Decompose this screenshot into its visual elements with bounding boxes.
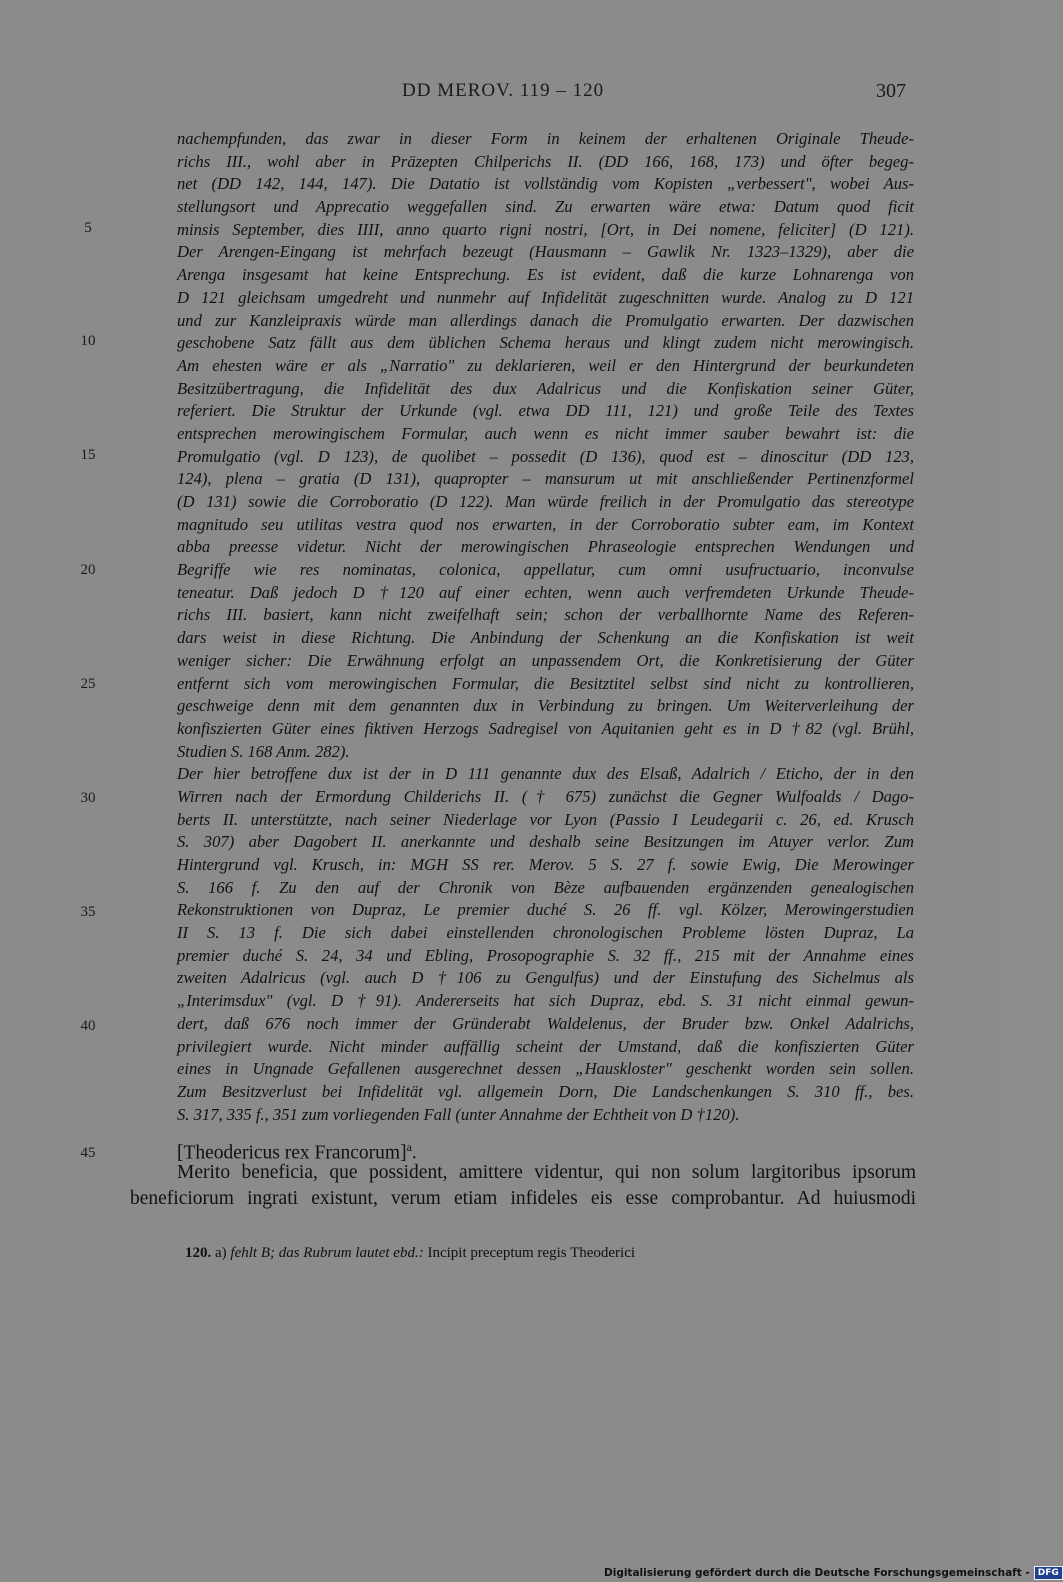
commentary-line: Begriffe wie res nominatas, colonica, appellatur, cum omni usufructuario, inconvulse bbox=[177, 560, 914, 580]
commentary-line: magnitudo seu utilitas vestra quod nos erwarten, in der Corroboratio subter eam, im Kontext bbox=[177, 514, 914, 534]
commentary-line: Der hier betroffene dux ist der in D 111 genannte dux des Elsaß, Adalrich / Eticho, der in den bbox=[177, 764, 914, 784]
charter-line: Merito beneficia, que possident, amittere videntur, qui non solum largitoribus ipsorum bbox=[177, 1162, 916, 1183]
commentary-line: Studien S. 168 Anm. 282). bbox=[177, 741, 350, 761]
commentary-line: S. 317, 335 f., 351 zum vorliegenden Fall (unter Annahme der Echtheit von D †120). bbox=[177, 1104, 740, 1124]
line-number: 20 bbox=[80, 562, 96, 578]
page-number: 307 bbox=[876, 80, 906, 102]
commentary-line: geschobene Satz fällt aus dem üblichen Schema heraus und klingt zudem nicht merowingisch. bbox=[177, 333, 914, 353]
commentary-line: und zur Kanzleipraxis würde man allerdings danach die Promulgatio erwarten. Der dazwischen bbox=[177, 310, 914, 330]
footnote-marker[interactable]: a bbox=[406, 1140, 412, 1154]
commentary-line: S. 307) aber Dagobert II. anerkannte und deshalb seine Besitzungen im Atuyer verlor. Zum bbox=[177, 832, 914, 852]
commentary-line: Rekonstruktionen von Dupraz, Le premier duché S. 26 ff. vgl. Kölzer, Merowingerstudien bbox=[177, 900, 914, 920]
charter-title-end: . bbox=[411, 1142, 417, 1164]
commentary-line: dars weist in diese Richtung. Die Anbindung der Schenkung an die Konfiskation ist weit bbox=[177, 628, 914, 648]
commentary-line: Am ehesten wäre er als „Narratio" zu deklarieren, weil er den Hintergrund der beurkundeten bbox=[177, 355, 914, 375]
line-number: 10 bbox=[80, 333, 96, 349]
commentary-line: Wirren nach der Ermordung Childerichs II. († 675) zunächst die Gegner Wulfoalds / Dago- bbox=[177, 786, 914, 806]
commentary-line: 124), plena – gratia (D 131), quapropter – mansurum ut mit anschließender Pertinenzformel bbox=[177, 469, 914, 489]
charter-line: beneficiorum ingrati existunt, verum etiam infideles eis esse comprobantur. Ad huiusmodi bbox=[130, 1188, 916, 1209]
commentary-line: dert, daß 676 noch immer der Gründerabt Waldelenus, der Bruder bzw. Onkel Adalrichs, bbox=[177, 1013, 914, 1033]
line-number: 40 bbox=[80, 1018, 96, 1034]
charter-title-text: [Theodericus rex Francorum] bbox=[177, 1142, 407, 1164]
footnote-label: a) bbox=[215, 1245, 227, 1261]
commentary-line: „Interimsdux" (vgl. D †91). Andererseits hat sich Dupraz, ebd. S. 31 nicht einmal gewun- bbox=[177, 991, 914, 1011]
footnote-italic-text: fehlt B; das Rubrum lautet ebd.: bbox=[230, 1245, 424, 1261]
commentary-line: Besitzübertragung, die Infidelität des dux Adalricus und die Konfiskation seiner Güter, bbox=[177, 378, 914, 398]
commentary-line: zweiten Adalricus (vgl. auch D †106 zu Gengulfus) und der Einstufung des Sichelmus als bbox=[177, 968, 914, 988]
footnote bbox=[185, 1245, 635, 1262]
commentary-line: S. 166 f. Zu den auf der Chronik von Bèze aufbauenden ergänzenden genealogischen bbox=[177, 877, 914, 897]
commentary-line: Promulgatio (vgl. D 123), de quolibet – possedit (D 136), quod est – dinoscitur (DD 123, bbox=[177, 446, 914, 466]
commentary-line: konfiszierten Güter eines fiktiven Herzogs Sadregisel von Aquitanien geht es in D †82 (vgl. Brühl, bbox=[177, 718, 914, 738]
commentary-line: geschweige denn mit dem genannten dux in Verbindung zu bringen. Um Weiterverleihung der bbox=[177, 696, 914, 716]
commentary-line: D 121 gleichsam umgedreht und nunmehr auf Infidelität zugeschnitten wurde. Analog zu D 121 bbox=[177, 287, 914, 307]
commentary-line: entsprechen merowingischem Formular, auch wenn es nicht immer sauber bewahrt ist: die bbox=[177, 423, 914, 443]
commentary-line: II S. 13 f. Die sich dabei einstellenden chronologischen Probleme lösten Dupraz, La bbox=[177, 923, 914, 943]
commentary-line: weniger sicher: Die Erwähnung erfolgt an unpassendem Ort, die Konkretisierung der Güter bbox=[177, 650, 914, 670]
dfg-logo-icon[interactable]: DFG bbox=[1034, 1566, 1063, 1580]
running-head: DD MEROV. 119 – 120 bbox=[402, 80, 605, 101]
commentary-line: net (DD 142, 144, 147). Die Datatio ist vollständig vom Kopisten „verbessert", wobei Aus- bbox=[177, 174, 914, 194]
line-number: 35 bbox=[80, 904, 96, 920]
commentary-line: Arenga insgesamt hat keine Entsprechung. Es ist evident, daß die kurze Lohnarenga von bbox=[177, 265, 914, 285]
footnote-number: 120. bbox=[185, 1245, 212, 1261]
commentary-line: teneatur. Daß jedoch D †120 auf einer echten, wenn auch verfremdeten Urkunde Theude- bbox=[177, 582, 914, 602]
commentary-line: minsis September, dies IIII, anno quarto rigni nostri, [Ort, in Dei nomene, feliciter] (D 121). bbox=[177, 219, 914, 239]
funding-text: Digitalisierung gefördert durch die Deutsche Forschungsgemeinschaft - bbox=[604, 1567, 1030, 1579]
commentary-line: premier duché S. 24, 34 und Ebling, Prosopographie S. 32 ff., 215 mit der Annahme eines bbox=[177, 945, 914, 965]
footnote-roman-text: Incipit preceptum regis Theoderici bbox=[427, 1245, 636, 1261]
commentary-line: abba preesse videtur. Nicht der merowingischen Phraseologie entsprechen Wendungen und bbox=[177, 537, 914, 557]
commentary-line: (D 131) sowie die Corroboratio (D 122). Man würde freilich in der Promulgatio das stereotype bbox=[177, 492, 914, 511]
commentary-line: privilegiert wurde. Nicht minder auffällig scheint der Umstand, daß die konfiszierten Güter bbox=[177, 1036, 914, 1056]
funding-bar[interactable] bbox=[604, 1565, 1063, 1581]
commentary-line: stellungsort und Apprecatio weggefallen sind. Zu erwarten wäre etwa: Datum quod ficit bbox=[177, 197, 914, 217]
commentary-line: Zum Besitzverlust bei Infidelität vgl. allgemein Dorn, Die Landschenkungen S. 310 ff., bes. bbox=[177, 1081, 914, 1101]
commentary-line: entfernt sich vom merowingischen Formular, die Besitztitel selbst sind nicht zu kontrollieren, bbox=[177, 673, 914, 693]
commentary-line: Der Arengen-Eingang ist mehrfach bezeugt (Hausmann – Gawlik Nr. 1323–1329), aber die bbox=[177, 242, 914, 262]
commentary-line: richs III. basiert, kann nicht zweifelhaft sein; schon der verballhornte Name des Referen- bbox=[177, 605, 914, 625]
commentary-line: Hintergrund vgl. Krusch, in: MGH SS rer. Merov. 5 S. 27 f. sowie Ewig, Die Merowinger bbox=[177, 855, 914, 874]
commentary-line: richs III., wohl aber in Präzepten Chilperichs II. (DD 166, 168, 173) und öfter begeg- bbox=[177, 151, 914, 171]
line-number: 30 bbox=[80, 790, 96, 806]
commentary-block bbox=[177, 128, 914, 1126]
commentary-line: eines in Ungnade Gefallenen ausgerechnet dessen „Hauskloster" geschenkt worden sein sollen. bbox=[177, 1059, 914, 1079]
line-number: 25 bbox=[80, 676, 96, 692]
line-number: 15 bbox=[80, 447, 96, 463]
commentary-line: nachempfunden, das zwar in dieser Form in keinem der erhaltenen Originale Theude- bbox=[177, 129, 914, 148]
line-number: 45 bbox=[80, 1145, 96, 1161]
commentary-line: berts II. unterstützte, nach seiner Niederlage vor Lyon (Passio I Leudegarii c. 26, ed. Krusch bbox=[177, 809, 914, 829]
line-number: 5 bbox=[84, 220, 92, 236]
commentary-line: referiert. Die Struktur der Urkunde (vgl. etwa DD 111, 121) und große Teile des Textes bbox=[177, 401, 914, 421]
